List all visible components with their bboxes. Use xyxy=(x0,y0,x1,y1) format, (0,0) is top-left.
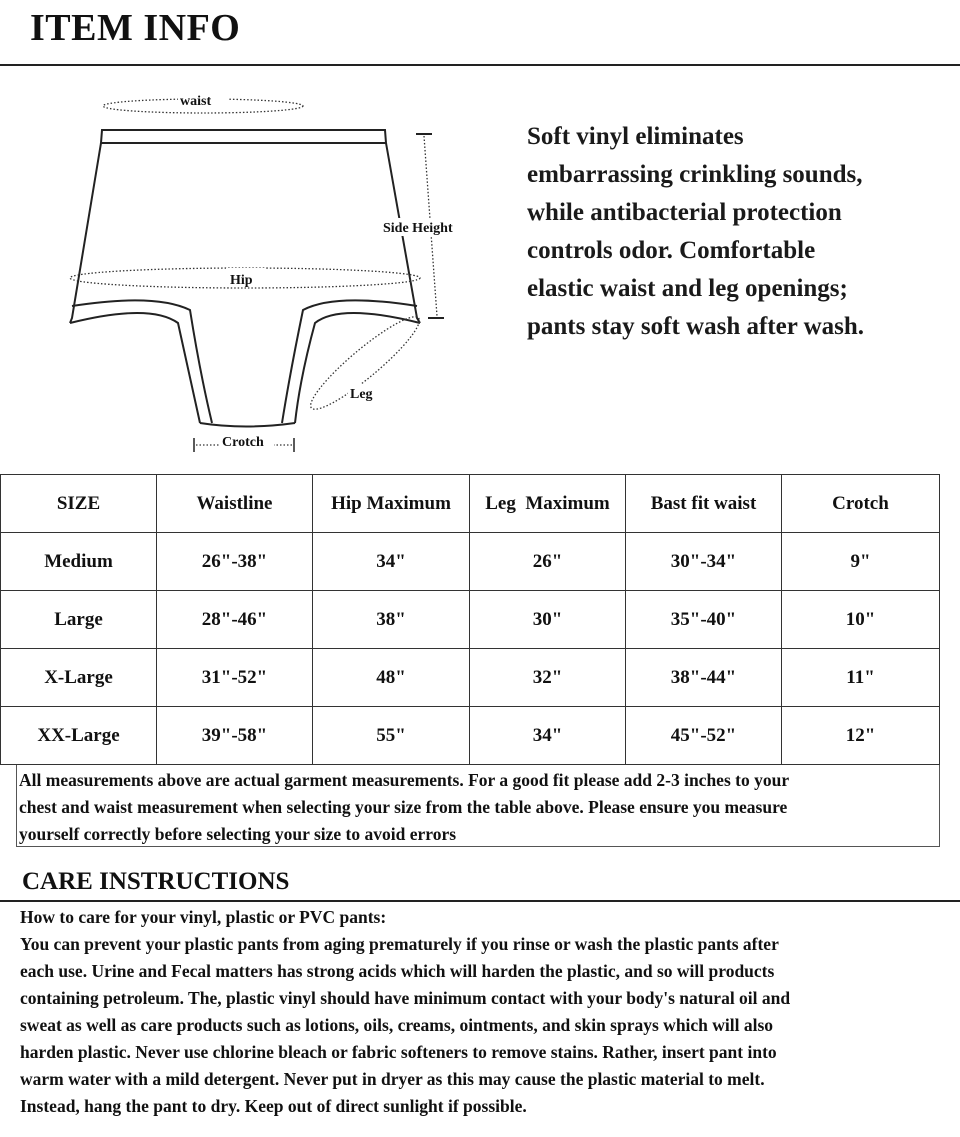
description-line: embarrassing crinkling sounds, xyxy=(527,161,863,188)
header-leg-maximum: Leg Maximum xyxy=(470,475,626,533)
table-cell: 11" xyxy=(782,649,940,707)
care-line: sweat as well as care products such as lotions, oils, creams, ointments, and skin sprays which will also xyxy=(20,1015,774,1035)
note-line: All measurements above are actual garment measurements. For a good fit please add 2-3 inches to your xyxy=(19,770,790,790)
table-row xyxy=(1,649,940,707)
table-cell: 35"-40" xyxy=(626,591,782,649)
care-line: Instead, hang the pant to dry. Keep out of direct sunlight if possible. xyxy=(20,1096,527,1116)
table-cell: 32" xyxy=(470,649,626,707)
care-line: containing petroleum. The, plastic vinyl should have minimum contact with your body's natural oil and xyxy=(20,988,791,1008)
header-divider xyxy=(0,64,960,66)
care-instructions xyxy=(20,904,950,1120)
product-description xyxy=(527,118,947,346)
table-cell: 28"-46" xyxy=(157,591,313,649)
care-line: warm water with a mild detergent. Never put in dryer as this may cause the plastic material to melt. xyxy=(20,1069,765,1089)
care-line: each use. Urine and Fecal matters has strong acids which will harden the plastic, and so will products xyxy=(20,961,775,981)
hip-label: Hip xyxy=(230,273,253,288)
table-cell: XX-Large xyxy=(1,707,157,765)
leg-band-right xyxy=(282,300,420,423)
table-cell: 38" xyxy=(313,591,470,649)
leg-label: Leg xyxy=(350,387,373,402)
table-cell: 39"-58" xyxy=(157,707,313,765)
table-cell: 10" xyxy=(782,591,940,649)
table-cell: Medium xyxy=(1,533,157,591)
table-cell: 12" xyxy=(782,707,940,765)
table-row xyxy=(1,591,940,649)
table-cell: 30"-34" xyxy=(626,533,782,591)
garment-diagram xyxy=(60,78,480,458)
side-height-label: Side Height xyxy=(383,221,453,236)
table-header-row xyxy=(1,475,940,533)
table-row xyxy=(1,533,940,591)
care-line: You can prevent your plastic pants from aging prematurely if you rinse or wash the plastic pants after xyxy=(20,934,779,954)
table-cell: 45"-52" xyxy=(626,707,782,765)
table-cell: 26"-38" xyxy=(157,533,313,591)
table-cell: X-Large xyxy=(1,649,157,707)
description-line: Soft vinyl eliminates xyxy=(527,123,744,150)
description-line: controls odor. Comfortable xyxy=(527,237,816,264)
description-line: while antibacterial protection xyxy=(527,199,842,226)
header-size: SIZE xyxy=(1,475,157,533)
header-bast-fit-waist: Bast fit waist xyxy=(626,475,782,533)
table-cell: 31"-52" xyxy=(157,649,313,707)
header-crotch: Crotch xyxy=(782,475,940,533)
table-cell: 26" xyxy=(470,533,626,591)
page-title: ITEM INFO xyxy=(30,7,241,49)
header-waistline: Waistline xyxy=(157,475,313,533)
table-cell: Large xyxy=(1,591,157,649)
description-line: pants stay soft wash after wash. xyxy=(527,313,865,340)
size-chart xyxy=(0,474,940,765)
table-cell: 55" xyxy=(313,707,470,765)
note-line: chest and waist measurement when selecting your size from the table above. Please ensure you measure xyxy=(19,797,788,817)
leg-measure-ellipse xyxy=(302,307,427,418)
table-cell: 38"-44" xyxy=(626,649,782,707)
crotch-label: Crotch xyxy=(222,435,264,450)
description-line: elastic waist and leg openings; xyxy=(527,275,848,302)
table-row xyxy=(1,707,940,765)
table-cell: 30" xyxy=(470,591,626,649)
leg-band-left xyxy=(70,300,212,423)
care-divider xyxy=(0,900,960,902)
care-section-title: CARE INSTRUCTIONS xyxy=(22,868,290,895)
care-line: How to care for your vinyl, plastic or PVC pants: xyxy=(20,907,387,927)
care-line: harden plastic. Never use chlorine bleach or fabric softeners to remove stains. Rather, insert pant into xyxy=(20,1042,777,1062)
header-hip-maximum: Hip Maximum xyxy=(313,475,470,533)
crotch-line xyxy=(200,423,295,427)
note-line: yourself correctly before selecting your size to avoid errors xyxy=(19,824,457,844)
measurement-note xyxy=(16,765,940,847)
table-cell: 34" xyxy=(470,707,626,765)
garment-body xyxy=(70,143,420,323)
waistband xyxy=(101,130,386,143)
waist-label: waist xyxy=(180,94,212,109)
table-cell: 34" xyxy=(313,533,470,591)
size-table xyxy=(0,474,940,765)
table-cell: 9" xyxy=(782,533,940,591)
table-cell: 48" xyxy=(313,649,470,707)
